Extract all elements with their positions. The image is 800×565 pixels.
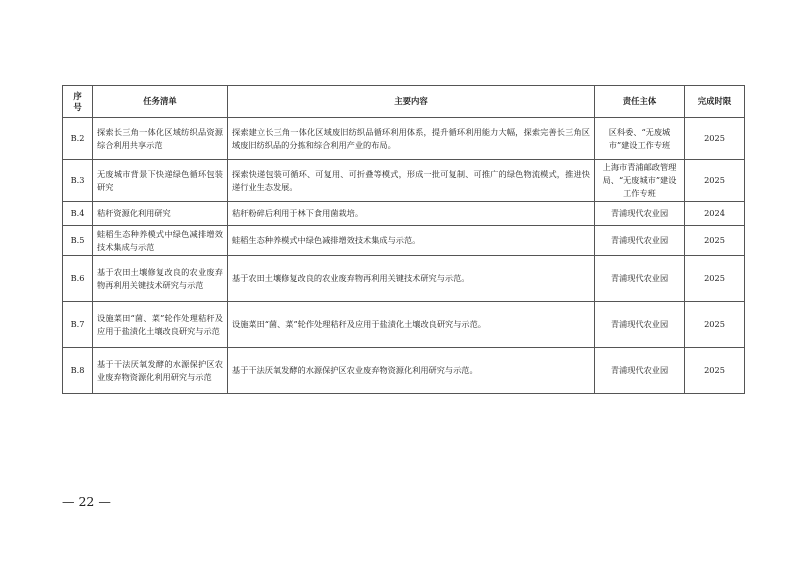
table-row xyxy=(63,226,745,256)
row-content: 设施菜田“菌、菜”轮作处理秸秆及应用于盐渍化土壤改良研究与示范。 xyxy=(228,302,595,348)
row-content: 基于农田土壤修复改良的农业废弃物再利用关键技术研究与示范。 xyxy=(228,256,595,302)
header-task: 任务清单 xyxy=(93,86,228,118)
row-content: 基于干法厌氧发酵的水源保护区农业废弃物资源化利用研究与示范。 xyxy=(228,348,595,394)
row-task: 基于农田土壤修复改良的农业废弃物再利用关键技术研究与示范 xyxy=(93,256,228,302)
row-owner: 上海市青浦邮政管理局、“无废城市”建设工作专班 xyxy=(595,160,685,202)
row-deadline: 2025 xyxy=(685,256,745,302)
row-content: 蛙稻生态种养模式中绿色减排增效技术集成与示范。 xyxy=(228,226,595,256)
row-deadline: 2025 xyxy=(685,118,745,160)
row-owner: 区科委、“无废城市”建设工作专班 xyxy=(595,118,685,160)
table-header-row xyxy=(63,86,745,118)
table-row xyxy=(63,302,745,348)
row-deadline: 2025 xyxy=(685,302,745,348)
task-table xyxy=(62,85,745,394)
row-seq: B.6 xyxy=(63,256,93,302)
row-task: 探索长三角一体化区域纺织品资源综合利用共享示范 xyxy=(93,118,228,160)
row-deadline: 2025 xyxy=(685,348,745,394)
row-deadline: 2025 xyxy=(685,226,745,256)
row-content: 探索建立长三角一体化区域废旧纺织品循环利用体系，提升循环利用能力大幅，探索完善长三角区域废旧纺织品的分拣和综合利用产业的布局。 xyxy=(228,118,595,160)
row-task: 无废城市背景下快递绿色循环包装研究 xyxy=(93,160,228,202)
row-seq: B.5 xyxy=(63,226,93,256)
row-seq: B.7 xyxy=(63,302,93,348)
row-task: 蛙稻生态种养模式中绿色减排增效技术集成与示范 xyxy=(93,226,228,256)
row-task: 基于干法厌氧发酵的水源保护区农业废弃物资源化利用研究与示范 xyxy=(93,348,228,394)
row-deadline: 2025 xyxy=(685,160,745,202)
table-row xyxy=(63,160,745,202)
row-task: 秸秆资源化利用研究 xyxy=(93,202,228,226)
table-row xyxy=(63,202,745,226)
header-owner: 责任主体 xyxy=(595,86,685,118)
header-seq xyxy=(63,86,93,118)
page-number: — 22 — xyxy=(62,494,111,509)
row-deadline: 2024 xyxy=(685,202,745,226)
header-seq-label: 序号 xyxy=(73,90,82,112)
header-content: 主要内容 xyxy=(228,86,595,118)
row-seq: B.2 xyxy=(63,118,93,160)
row-content: 探索快递包装可循环、可复用、可折叠等模式，形成一批可复制、可推广的绿色物流模式，推进快递行业生态发展。 xyxy=(228,160,595,202)
table-row xyxy=(63,118,745,160)
row-owner: 青浦现代农业园 xyxy=(595,348,685,394)
row-owner: 青浦现代农业园 xyxy=(595,226,685,256)
row-seq: B.3 xyxy=(63,160,93,202)
row-seq: B.8 xyxy=(63,348,93,394)
row-owner: 青浦现代农业园 xyxy=(595,256,685,302)
table-row xyxy=(63,348,745,394)
row-owner: 青浦现代农业园 xyxy=(595,202,685,226)
row-owner: 青浦现代农业园 xyxy=(595,302,685,348)
row-seq: B.4 xyxy=(63,202,93,226)
header-deadline: 完成时限 xyxy=(685,86,745,118)
row-content: 秸秆粉碎后利用于林下食用菌栽培。 xyxy=(228,202,595,226)
table-row xyxy=(63,256,745,302)
row-task: 设施菜田“菌、菜”轮作处理秸秆及应用于盐渍化土壤改良研究与示范 xyxy=(93,302,228,348)
